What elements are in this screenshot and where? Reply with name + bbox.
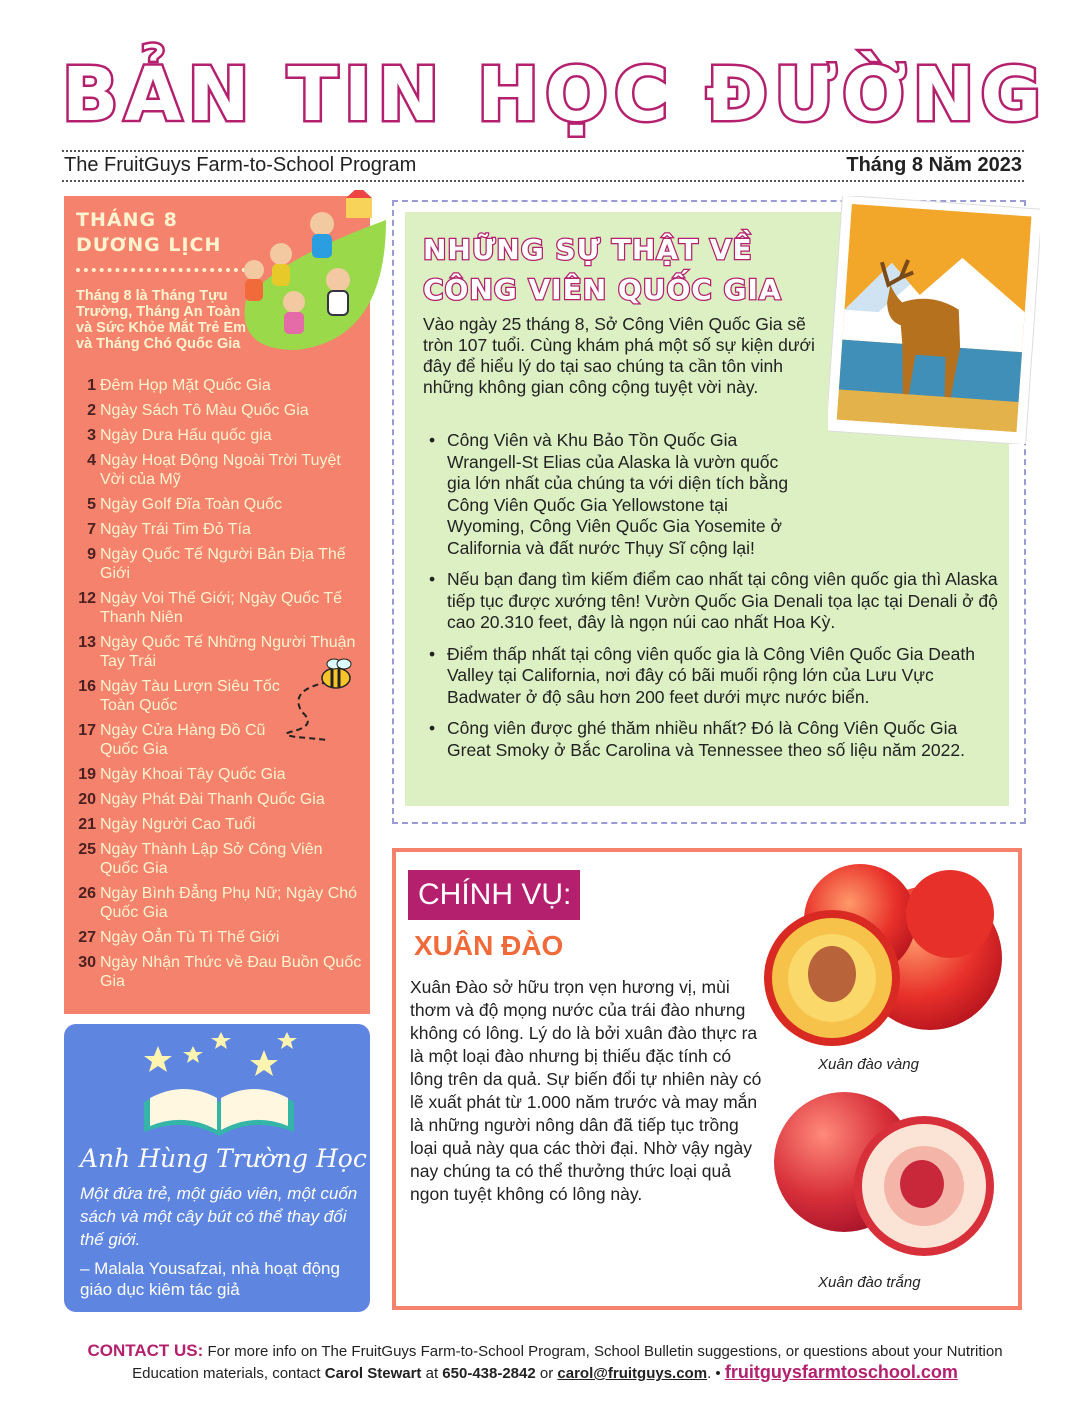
parks-facts — [429, 430, 999, 771]
list-item: 16 Ngày Tàu Lượn Siêu Tốc Toàn Quốc — [78, 678, 280, 714]
white-nectarine-image — [770, 1086, 1000, 1266]
calendar-panel — [64, 196, 370, 1014]
moose-poster-image — [828, 196, 1040, 444]
dotted-divider — [76, 268, 246, 272]
calendar-title-sub: DƯƠNG LỊCH — [76, 234, 222, 256]
contact-text: For more info on The FruitGuys Farm-to-School Program, School Bulletin suggestions, or questions about your Nutrition Education materials, contact — [132, 1343, 1003, 1382]
list-item: 30 Ngày Nhận Thức về Đau Buồn Quốc Gia — [78, 954, 362, 990]
calendar-title-month: THÁNG 8 — [76, 209, 178, 231]
in-season-badge: CHÍNH VỤ: — [408, 870, 580, 920]
list-item: • Điểm thấp nhất tại công viên quốc gia là Công Viên Quốc Gia Death Valley tại California, nơi đây có bãi muối rộng lớn của Lưu Vực Badwater ở độ sâu hơn 200 feet dưới mực nước biển. — [429, 644, 999, 709]
hero-quote: Một đứa trẻ, một giáo viên, một cuốn sách và một cây bút có thể thay đổi thế giới. — [80, 1184, 358, 1249]
list-item: • Công viên được ghé thăm nhiều nhất? Đó là Công Viên Quốc Gia Great Smoky ở Bắc Carolina và Tennessee theo số liệu năm 2022. — [429, 718, 999, 761]
white-nectarine-caption: Xuân đào trắng — [818, 1274, 921, 1291]
list-item: 12 Ngày Voi Thế Giới; Ngày Quốc Tế Thanh Niên — [78, 590, 343, 626]
list-item: 2 Ngày Sách Tô Màu Quốc Gia — [87, 402, 309, 419]
list-item: 9 Ngày Quốc Tế Người Bản Địa Thế Giới — [87, 546, 346, 582]
yellow-nectarine-caption: Xuân đào vàng — [818, 1056, 919, 1073]
kids-running-illustration — [236, 190, 386, 360]
fruit-name: XUÂN ĐÀO — [414, 930, 564, 961]
fruit-description: Xuân Đào sở hữu trọn vẹn hương vị, mùi thơm và độ mọng nước của trái đào nhưng không có lông. Lý do là bởi xuân đào thực ra là một loại đào nhưng bị thiếu đặc tính có lông trên da quả. Sự biến đổi tự nhiên này có lẽ xuất phát từ 1.000 năm trước và may mắn là những người nông dân đã tiếp tục trồng loại quả này qua các thời đại. Nhờ vậy ngày nay chúng ta có thể thưởng thức loại quả ngon tuyệt không có lông này. — [410, 977, 762, 1204]
contact-label: CONTACT US: — [87, 1341, 204, 1360]
list-item: 13 Ngày Quốc Tế Những Người Thuận Tay Trái — [78, 634, 356, 670]
calendar-intro: Tháng 8 là Tháng Tựu Trường, Tháng An Toàn và Sức Khỏe Mắt Trẻ Em và Tháng Chó Quốc Gia — [76, 288, 247, 352]
list-item: 26 Ngày Bình Đẳng Phụ Nữ; Ngày Chó Quốc Gia — [78, 885, 358, 921]
bee-icon — [278, 656, 358, 742]
list-item: • Công Viên và Khu Bảo Tồn Quốc Gia Wrangell-St Elias của Alaska là vườn quốc gia lớn nhất của chúng ta với diện tích bằng Công Viên Quốc Gia Yellowstone tại Wyoming, Công Viên Quốc Gia Yosemite ở California và đất nước Thụy Sĩ cộng lại! — [429, 430, 999, 559]
contact-email-link[interactable]: carol@fruitguys.com — [557, 1365, 708, 1382]
school-hero-panel — [64, 1024, 370, 1312]
contact-name: Carol Stewart — [324, 1365, 422, 1382]
list-item: 7 Ngày Trái Tim Đỏ Tía — [87, 521, 251, 538]
list-item: 27 Ngày Oẳn Tù Tì Thế Giới — [78, 929, 280, 946]
list-item: 17 Ngày Cửa Hàng Đồ Cũ Quốc Gia — [78, 722, 266, 758]
issue-date: Tháng 8 Năm 2023 — [846, 154, 1022, 176]
list-item: 19 Ngày Khoai Tây Quốc Gia — [78, 766, 286, 783]
list-item: 1 Đêm Họp Mặt Quốc Gia — [87, 377, 271, 394]
list-item: 25 Ngày Thành Lập Sở Công Viên Quốc Gia — [78, 841, 323, 877]
list-item: 5 Ngày Golf Đĩa Toàn Quốc — [87, 496, 283, 513]
list-item: 3 Ngày Dưa Hấu quốc gia — [87, 427, 272, 444]
list-item: 20 Ngày Phát Đài Thanh Quốc Gia — [78, 791, 325, 808]
website-link[interactable]: fruitguysfarmtoschool.com — [724, 1362, 958, 1382]
parks-intro: Vào ngày 25 tháng 8, Sở Công Viên Quốc Gia sẽ tròn 107 tuổi. Cùng khám phá một số sự kiện dưới đây để hiểu lý do tại sao chúng ta cần tôn vinh những không gian công cộng tuyệt vời này. — [423, 314, 815, 397]
list-item: • Nếu bạn đang tìm kiếm điểm cao nhất tại công viên quốc gia thì Alaska tiếp tục được xướng tên! Vườn Quốc Gia Denali tọa lạc tại Denali ở độ cao 20.310 feet, đây là ngọn núi cao nhất Hoa Kỳ. — [429, 569, 999, 634]
newsletter-title: BẢN TIN HỌC ĐƯỜNG — [62, 52, 1048, 138]
hero-author: – Malala Yousafzai, nhà hoạt động giáo dục kiêm tác giả — [80, 1259, 340, 1299]
list-item: 4 Ngày Hoạt Động Ngoài Trời Tuyệt Vời của Mỹ — [87, 452, 341, 488]
open-book-icon — [134, 1032, 304, 1148]
contact-phone[interactable]: 650-438-2842 — [442, 1365, 536, 1382]
parks-title: NHỮNG SỰ THẬT VỀ CÔNG VIÊN QUỐC GIA — [423, 233, 782, 306]
hero-title: Anh Hùng Trường Học — [80, 1144, 367, 1173]
program-name: The FruitGuys Farm-to-School Program — [64, 154, 417, 176]
contact-footer: CONTACT US: For more info on The FruitGuys Farm-to-School Program, School Bulletin suggestions, or questions about your Nutrition Education materials, contact Carol Stewart at 650-438-2842 or carol@fruitguys.com. • fruitguysfarmtoschool.com — [87, 1341, 1003, 1382]
yellow-nectarine-image — [740, 862, 1010, 1052]
list-item: 21 Ngày Người Cao Tuổi — [78, 816, 256, 833]
subheader-bar — [62, 150, 1024, 182]
